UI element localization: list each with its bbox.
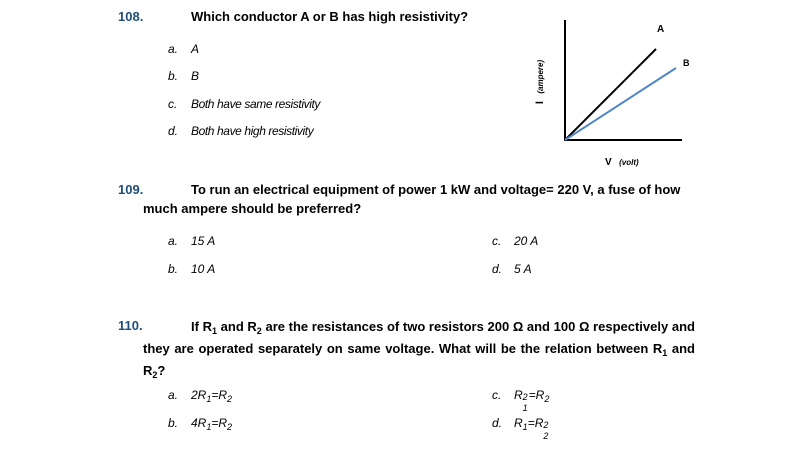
subscript: 1: [211, 326, 217, 336]
subscript: 2: [227, 394, 233, 404]
question-text-part: and R: [143, 341, 695, 378]
option-text-part: =R: [211, 388, 228, 402]
option-text: A: [191, 42, 200, 56]
option-letter: d.: [168, 124, 179, 138]
superscript: 2: [522, 392, 528, 402]
question-text: [143, 318, 695, 384]
option-text: 20 A: [514, 234, 539, 248]
option-letter: a.: [168, 42, 179, 56]
superscript: 2: [543, 420, 549, 430]
y-label-main: I: [534, 101, 546, 105]
line-b: [565, 68, 676, 140]
subscript: 2: [227, 422, 233, 432]
subscript: 1: [662, 348, 668, 358]
option-letter: a.: [168, 388, 179, 402]
option-text-part: =R: [528, 388, 545, 402]
option-text-part: =R: [211, 416, 228, 430]
option-letter: c.: [492, 388, 502, 402]
question-text-part: If R: [191, 319, 212, 334]
question-text-line2: much ampere should be preferred?: [143, 201, 362, 216]
question-text-part: ?: [157, 363, 166, 378]
question-text-part: and R: [217, 319, 257, 334]
option-letter: b.: [168, 416, 179, 430]
option-text-part: 2R: [191, 388, 207, 402]
option-letter: a.: [168, 234, 179, 248]
question-text: Which conductor A or B has high resistivity?: [191, 9, 469, 24]
subscript: 1: [522, 403, 528, 413]
option-letter: c.: [168, 97, 178, 111]
option-text: Both have same resistivity: [191, 97, 320, 111]
question-number: 108.: [118, 9, 144, 24]
x-label-main: V: [605, 157, 612, 168]
subscript: 1: [522, 422, 528, 432]
option-letter: c.: [492, 234, 502, 248]
subscript: 1: [206, 394, 212, 404]
option-text: [514, 388, 550, 413]
option-text-part: R: [514, 388, 523, 402]
x-axis-label: [605, 152, 639, 169]
line-b-label: B: [683, 58, 690, 68]
option-letter: b.: [168, 69, 179, 83]
option-letter: b.: [168, 262, 179, 276]
subscript: 2: [256, 326, 262, 336]
option-text: [191, 388, 232, 404]
line-a-label: A: [657, 24, 665, 35]
subscript: 2: [543, 431, 549, 441]
option-letter: d.: [492, 262, 503, 276]
question-number: 109.: [118, 182, 144, 197]
line-a: [565, 49, 656, 140]
option-text-part: 4R: [191, 416, 207, 430]
svg-text:I (ampere): [530, 60, 547, 105]
subscript: 1: [206, 422, 212, 432]
subscript: 2: [544, 394, 550, 404]
x-label-unit: (volt): [619, 158, 639, 167]
option-text-part: R: [514, 416, 523, 430]
option-text: 5 A: [514, 262, 532, 276]
question-text-line1: To run an electrical equipment of power 1 kW and voltage= 220 V, a fuse of how: [191, 182, 681, 197]
option-text: [191, 416, 232, 432]
option-text-part: =R: [527, 416, 544, 430]
option-letter: d.: [492, 416, 503, 430]
question-number: 110.: [118, 318, 143, 333]
option-text: 10 A: [191, 262, 216, 276]
option-text: [514, 416, 549, 441]
subscript: 2: [152, 370, 158, 380]
question-text-part: are the resistances of two resistors 200 Ω and 100 Ω respectively and they are operated separately on same voltage. What will be the relation between R: [143, 319, 695, 356]
option-text: B: [191, 69, 200, 83]
option-text: 15 A: [191, 234, 216, 248]
y-axis-label: [530, 60, 547, 105]
iv-graph: [520, 12, 720, 172]
option-text: Both have high resistivity: [191, 124, 314, 138]
y-label-unit: (ampere): [536, 59, 545, 94]
